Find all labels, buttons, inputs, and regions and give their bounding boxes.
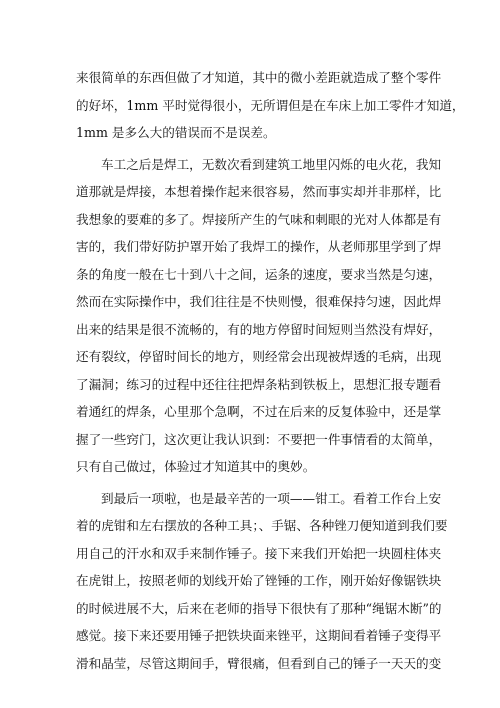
text-line: 来很简单的东西但做了才知道，其中的微小差距就造成了整个零件 [76,70,442,85]
text-line: 着的虎钳和左右摆放的各种工具；、手锯、各种锉刀便知道到我们要 [76,518,448,533]
text-line: 的好坏，1mm 平时觉得很小，无所谓但是在车床上加工零件才知道， [76,97,465,113]
text-line: 的时候进展不大，后来在老师的指导下很快有了那种“绳锯木断”的 [76,600,442,616]
text-line: 着通红的焊条，心里那个急啊，不过在后来的反复体验中，还是掌 [76,404,442,419]
text-line: 条的角度一般在七十到八十之间，运条的速度，要求当然是匀速， [76,266,442,282]
text-line: 车工之后是焊工，无数次看到建筑工地里闪烁的电火花，我知 [101,156,442,172]
text-line: 出来的结果是很不流畅的，有的地方停留时间短则当然没有焊好， [76,321,442,337]
text-line: 1mm 是多么大的错误而不是误差。 [76,125,276,140]
text-line: 了漏洞；练习的过程中还往往把焊条粘到铁板上，思想汇报专题看 [76,376,442,392]
text-line: 感觉。接下来还要用锤子把铁块面来锉平，这期间看着锤子变得平 [76,628,442,643]
text-line: 到最后一项啦，也是最辛苦的一项——钳工。看着工作台上安 [101,490,442,506]
text-line: 然而在实际操作中，我们往往是不快则慢，很难保持匀速，因此焊 [76,294,442,309]
text-line: 只有自己做过，体验过才知道其中的奥妙。 [76,459,316,474]
text-line: 滑和晶莹，尽管这期间手，臂很痛，但看到自己的锤子一天天的变 [76,655,442,671]
text-line: 我想象的要难的多了。焊接所产生的气味和刺眼的光对人体都是有 [76,211,442,227]
paragraph-1 [76,64,465,147]
paragraph-2 [76,151,442,481]
text-line: 握了一些窍门，这次更让我认识到：不要把一件事情看的太简单， [76,431,442,447]
paragraph-3 [76,485,448,678]
text-line: 害的，我们带好防护罩开始了我焊工的操作，从老师那里学到了焊 [76,239,442,254]
text-line: 在虎钳上，按照老师的划线开始了锉锤的工作，刚开始好像锯铁块 [76,573,442,588]
text-line: 还有裂纹，停留时间长的地方，则经常会出现被焊透的毛病，出现 [76,349,442,364]
document-body [76,64,465,677]
text-line: 用自己的汗水和双手来制作锤子。接下来我们开始把一块圆柱体夹 [76,545,442,561]
text-line: 道那就是焊接，本想着操作起来很容易，然而事实却并非那样，比 [76,184,442,199]
